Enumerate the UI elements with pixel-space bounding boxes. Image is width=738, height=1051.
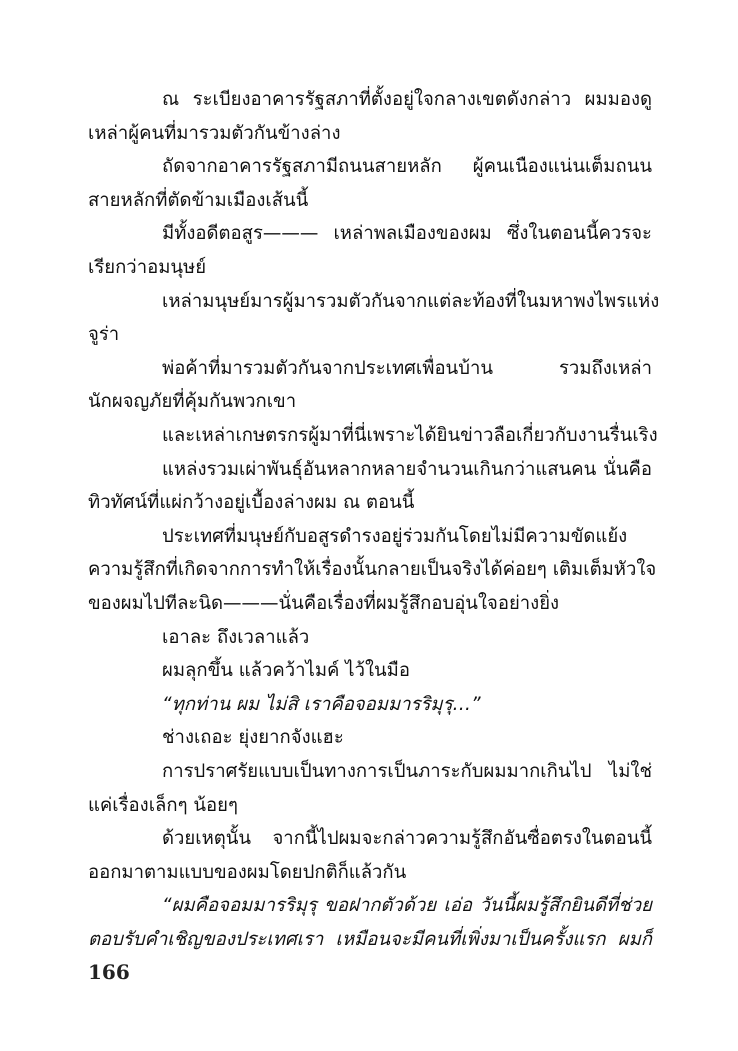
text-line: ตอบรับคำเชิญของประเทศเรา เหมือนจะมีคนที่เพิ่งมาเป็นครั้งแรก ผมก็ (88, 929, 652, 950)
text-line: ประเทศที่มนุษย์กับอสูรดำรงอยู่ร่วมกันโดยไม่มีความขัดแย้ง (162, 525, 628, 547)
text-line: ด้วยเหตุนั้น จากนี้ไปผมจะกล่าวความรู้สึกอันซื่อตรงในตอนนี้ (162, 828, 652, 850)
text-line: ทิวทัศน์ที่แผ่กว้างอยู่เบื้องล่างผม ณ ตอนนี้ (88, 492, 415, 514)
text-line: สายหลักที่ตัดข้ามเมืองเส้นนี้ (88, 189, 309, 211)
text-line: แหล่งรวมเผ่าพันธุ์อันหลากหลายจำนวนเกินกว่าแสนคน นั่นคือ (162, 458, 652, 480)
text-line: ออกมาตามแบบของผมโดยปกติก็แล้วกัน (88, 861, 407, 883)
text-line: การปราศรัยแบบเป็นทางการเป็นภาระกับผมมากเกินไป ไม่ใช่ (162, 761, 652, 782)
text-line: ของผมไปทีละนิด———นั่นคือเรื่องที่ผมรู้สึกอบอุ่นใจอย่างยิ่ง (88, 593, 560, 614)
text-line: เหล่าผู้คนที่มารวมตัวกันข้างล่าง (88, 122, 341, 144)
text-line: มีทั้งอดีตอสูร——— เหล่าพลเมืองของผม ซึ่งในตอนนี้ควรจะ (162, 223, 652, 245)
text-line: ช่างเถอะ ยุ่งยากจังแฮะ (162, 727, 344, 749)
text-line: แค่เรื่องเล็กๆ น้อยๆ (88, 794, 238, 816)
page-number: 166 (88, 960, 130, 984)
text-line: เหล่ามนุษย์มารผู้มารวมตัวกันจากแต่ละท้องที่ในมหาพงไพรแห่ง (162, 290, 660, 312)
text-line: ผมลุกขึ้น แล้วคว้าไมค์ ไว้ในมือ (162, 660, 410, 682)
text-line: นักผจญภัยที่คุ้มกันพวกเขา (88, 391, 297, 413)
text-line: เรียกว่าอมนุษย์ (88, 257, 207, 278)
text-line: ณ ระเบียงอาคารรัฐสภาที่ตั้งอยู่ใจกลางเขตดังกล่าว ผมมองดู (162, 89, 652, 110)
text-line: เอาละ ถึงเวลาแล้ว (162, 626, 310, 648)
text-line: พ่อค้าที่มารวมตัวกันจากประเทศเพื่อนบ้าน รวมถึงเหล่า (162, 357, 652, 379)
text-line: ถัดจากอาคารรัฐสภามีถนนสายหลัก ผู้คนเนืองแน่นเต็มถนน (162, 156, 652, 178)
text-line: ความรู้สึกที่เกิดจากการทำให้เรื่องนั้นกลายเป็นจริงได้ค่อยๆ เติมเต็มหัวใจ (88, 559, 657, 581)
text-line: “ทุกท่าน ผม ไม่สิ เราคือจอมมารริมุรุ…” (162, 693, 481, 715)
text-line: และเหล่าเกษตรกรผู้มาที่นี่เพราะได้ยินข่าวลือเกี่ยวกับงานรื่นเริง (162, 425, 658, 446)
text-line: จูร่า (88, 324, 120, 346)
text-line: “ผมคือจอมมารริมุรุ ขอฝากตัวด้วย เอ่อ วันนี้ผมรู้สึกยินดีที่ช่วย (162, 895, 652, 917)
